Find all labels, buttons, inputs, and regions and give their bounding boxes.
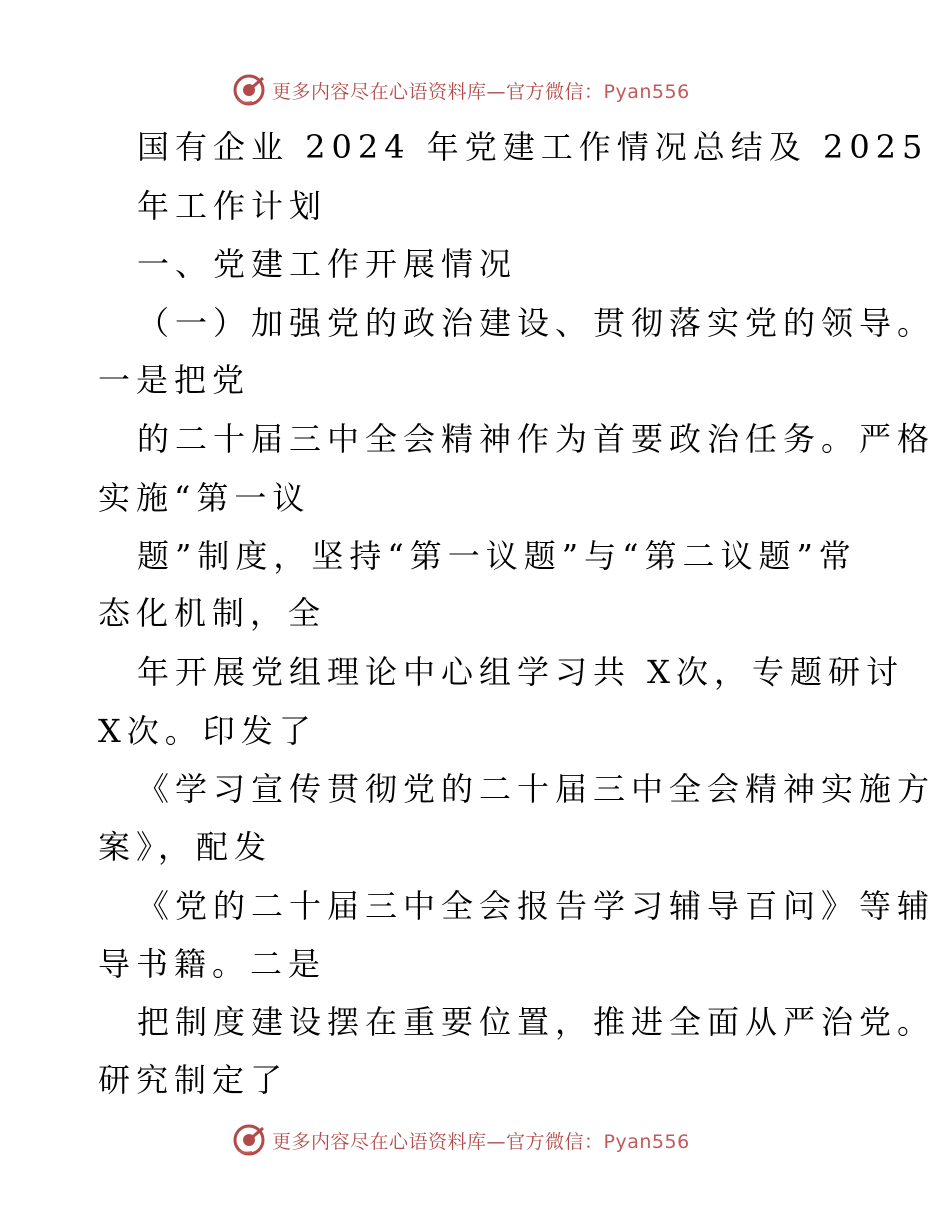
paragraph-line: 一是把党 (98, 361, 251, 399)
wechat-id: Pyan556 (603, 1130, 690, 1153)
section-heading: 一、党建工作开展情况 (137, 245, 518, 283)
wechat-id: Pyan556 (603, 80, 690, 103)
logo-icon (232, 1123, 266, 1157)
title-line-2: 年工作计划 (137, 187, 328, 225)
watermark-banner-bottom (232, 1122, 752, 1158)
paragraph-line: 《学习宣传贯彻党的二十届三中全会精神实施方 (137, 770, 936, 808)
title-line-1: 国有企业 2024 年党建工作情况总结及 2025 (137, 128, 929, 166)
paragraph-line: 把制度建设摆在重要位置，推进全面从严治党。 (137, 1003, 936, 1041)
paragraph-line: 导书籍。二是 (98, 945, 327, 983)
paragraph-line: 年开展党组理论中心组学习共 X次，专题研讨 (137, 653, 904, 691)
paragraph-line: 案》，配发 (98, 828, 273, 866)
paragraph-line: 实施“第一议 (98, 479, 311, 517)
watermark-text: 更多内容尽在心语资料库—官方微信：Pyan556 (272, 80, 690, 103)
paragraph-line: 《党的二十届三中全会报告学习辅导百问》等辅 (137, 887, 936, 925)
paragraph-line: 的二十届三中全会精神作为首要政治任务。严格 (137, 420, 936, 458)
paragraph-line: 研究制定了 (98, 1061, 289, 1099)
paragraph-line: （一）加强党的政治建设、贯彻落实党的领导。 (137, 304, 936, 342)
paragraph-line: 题”制度，坚持“第一议题”与“第二议题”常 (137, 537, 857, 575)
paragraph-line: X次。印发了 (98, 712, 317, 750)
watermark-text: 更多内容尽在心语资料库—官方微信：Pyan556 (272, 1130, 690, 1153)
paragraph-line: 态化机制，全 (98, 594, 327, 632)
